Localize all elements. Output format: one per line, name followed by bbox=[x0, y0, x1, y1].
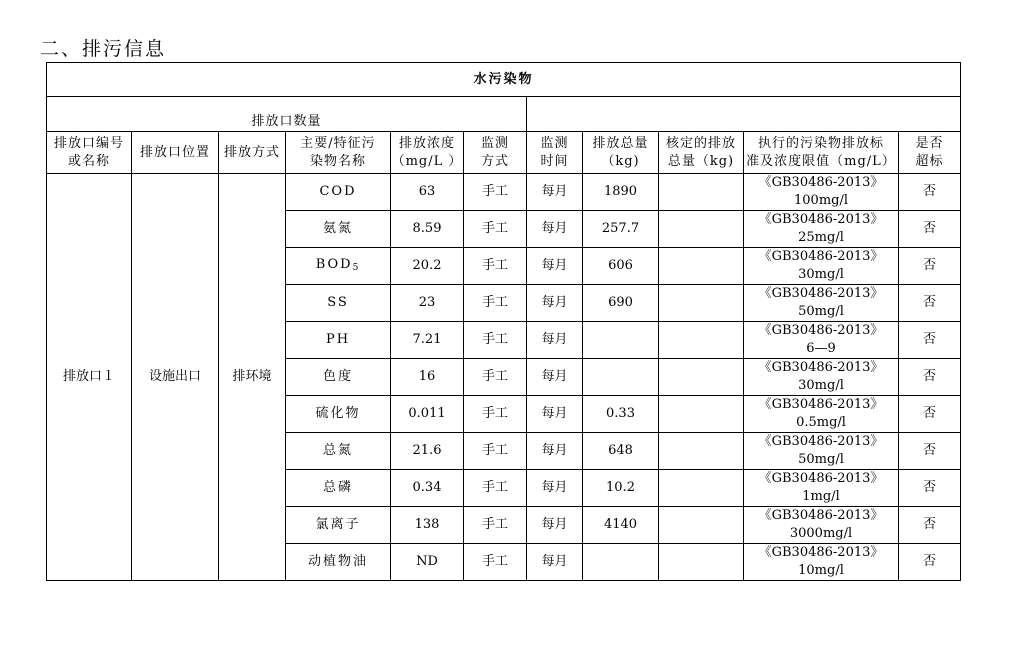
standard-code: 《GB30486-2013》 bbox=[758, 471, 884, 486]
monitor-time-cell: 每月 bbox=[527, 433, 583, 470]
concentration-cell: 0.34 bbox=[391, 470, 464, 507]
pollutant-name: 硫化物 bbox=[315, 406, 361, 421]
total-discharge-cell: 0.33 bbox=[583, 396, 659, 433]
approved-total-cell bbox=[659, 211, 744, 248]
pollutant-name: 色度 bbox=[322, 369, 353, 384]
standard-cell bbox=[744, 211, 899, 248]
concentration-cell: 23 bbox=[391, 285, 464, 322]
standard-limit: 50mg/l bbox=[798, 304, 844, 319]
approved-total-cell bbox=[659, 544, 744, 581]
pollutant-subscript: 5 bbox=[352, 262, 361, 273]
standard-cell bbox=[744, 174, 899, 211]
approved-total-cell bbox=[659, 433, 744, 470]
total-discharge-cell: 1890 bbox=[583, 174, 659, 211]
standard-code: 《GB30486-2013》 bbox=[758, 175, 884, 190]
pollutant-cell bbox=[286, 433, 391, 470]
pollutant-name: COD bbox=[319, 184, 357, 199]
exceeded-cell: 否 bbox=[899, 470, 961, 507]
exceeded-cell: 否 bbox=[899, 174, 961, 211]
concentration-cell: ND bbox=[391, 544, 464, 581]
pollutant-cell bbox=[286, 322, 391, 359]
header-standard: 执行的污染物排放标 准及浓度限值（mg/L） bbox=[744, 132, 899, 174]
monitor-method-cell: 手工 bbox=[464, 507, 527, 544]
monitor-method-cell: 手工 bbox=[464, 359, 527, 396]
pollutant-cell bbox=[286, 359, 391, 396]
monitor-method-cell: 手工 bbox=[464, 248, 527, 285]
pollutant-name: 总磷 bbox=[322, 480, 353, 495]
exceeded-cell: 否 bbox=[899, 322, 961, 359]
exceeded-cell: 否 bbox=[899, 285, 961, 322]
header-concentration: 排放浓度 （mg/L ） bbox=[391, 132, 464, 174]
standard-limit: 25mg/l bbox=[798, 230, 844, 245]
standard-cell bbox=[744, 470, 899, 507]
standard-limit: 0.5mg/l bbox=[796, 415, 846, 430]
header-monitor-method: 监测 方式 bbox=[464, 132, 527, 174]
pollutant-name: 总氮 bbox=[322, 443, 353, 458]
concentration-cell: 7.21 bbox=[391, 322, 464, 359]
standard-limit: 30mg/l bbox=[798, 267, 844, 282]
approved-total-cell bbox=[659, 396, 744, 433]
monitor-time-cell: 每月 bbox=[527, 544, 583, 581]
total-discharge-cell: 648 bbox=[583, 433, 659, 470]
total-discharge-cell bbox=[583, 544, 659, 581]
total-discharge-cell: 4140 bbox=[583, 507, 659, 544]
standard-limit: 6—9 bbox=[806, 341, 836, 356]
monitor-time-cell: 每月 bbox=[527, 359, 583, 396]
standard-cell bbox=[744, 433, 899, 470]
standard-cell bbox=[744, 285, 899, 322]
header-row bbox=[47, 132, 961, 174]
monitor-time-cell: 每月 bbox=[527, 285, 583, 322]
total-discharge-cell bbox=[583, 322, 659, 359]
pollutant-cell bbox=[286, 396, 391, 433]
monitor-method-cell: 手工 bbox=[464, 396, 527, 433]
approved-total-cell bbox=[659, 174, 744, 211]
concentration-cell: 138 bbox=[391, 507, 464, 544]
standard-limit: 100mg/l bbox=[794, 193, 848, 208]
pollutant-name: 动植物油 bbox=[307, 554, 368, 569]
outlet-id-cell: 排放口１ bbox=[47, 174, 132, 581]
monitor-time-cell: 每月 bbox=[527, 470, 583, 507]
exceeded-cell: 否 bbox=[899, 507, 961, 544]
standard-code: 《GB30486-2013》 bbox=[758, 360, 884, 375]
header-total-discharge: 排放总量 （kg) bbox=[583, 132, 659, 174]
approved-total-cell bbox=[659, 322, 744, 359]
standard-code: 《GB30486-2013》 bbox=[758, 508, 884, 523]
monitor-method-cell: 手工 bbox=[464, 285, 527, 322]
concentration-cell: 16 bbox=[391, 359, 464, 396]
pollutant-name: BOD bbox=[315, 256, 353, 272]
monitor-method-cell: 手工 bbox=[464, 174, 527, 211]
table-row bbox=[47, 174, 961, 211]
pollutant-name: SS bbox=[327, 295, 349, 310]
header-discharge-mode: 排放方式 bbox=[219, 132, 286, 174]
exceeded-cell: 否 bbox=[899, 248, 961, 285]
total-discharge-cell: 690 bbox=[583, 285, 659, 322]
pollutant-cell bbox=[286, 507, 391, 544]
exceeded-cell: 否 bbox=[899, 211, 961, 248]
total-discharge-cell: 257.7 bbox=[583, 211, 659, 248]
standard-code: 《GB30486-2013》 bbox=[758, 323, 884, 338]
standard-limit: 50mg/l bbox=[798, 452, 844, 467]
header-exceeded: 是否 超标 bbox=[899, 132, 961, 174]
pollutant-name: PH bbox=[325, 332, 351, 347]
monitor-time-cell: 每月 bbox=[527, 396, 583, 433]
approved-total-cell bbox=[659, 285, 744, 322]
approved-total-cell bbox=[659, 359, 744, 396]
standard-limit: 3000mg/l bbox=[789, 526, 853, 541]
pollutant-cell bbox=[286, 285, 391, 322]
monitor-method-cell: 手工 bbox=[464, 544, 527, 581]
monitor-method-cell: 手工 bbox=[464, 322, 527, 359]
pollutant-cell bbox=[286, 211, 391, 248]
monitor-method-cell: 手工 bbox=[464, 433, 527, 470]
standard-cell bbox=[744, 396, 899, 433]
exceeded-cell: 否 bbox=[899, 396, 961, 433]
approved-total-cell bbox=[659, 470, 744, 507]
monitor-time-cell: 每月 bbox=[527, 248, 583, 285]
total-discharge-cell bbox=[583, 359, 659, 396]
pollutant-cell bbox=[286, 470, 391, 507]
standard-limit: 10mg/l bbox=[798, 563, 844, 578]
exceeded-cell: 否 bbox=[899, 544, 961, 581]
standard-code: 《GB30486-2013》 bbox=[758, 286, 884, 301]
header-approved-total: 核定的排放 总量（kg) bbox=[659, 132, 744, 174]
standard-cell bbox=[744, 359, 899, 396]
approved-total-cell bbox=[659, 248, 744, 285]
standard-code: 《GB30486-2013》 bbox=[758, 397, 884, 412]
pollutant-cell bbox=[286, 248, 391, 285]
discharge-mode-cell: 排环境 bbox=[219, 174, 286, 581]
concentration-cell: 63 bbox=[391, 174, 464, 211]
section-heading: 二、排污信息 bbox=[40, 38, 167, 60]
total-discharge-cell: 10.2 bbox=[583, 470, 659, 507]
pollutant-name: 氨氮 bbox=[322, 221, 353, 236]
concentration-cell: 20.2 bbox=[391, 248, 464, 285]
pollutant-cell bbox=[286, 174, 391, 211]
standard-cell bbox=[744, 248, 899, 285]
standard-cell bbox=[744, 507, 899, 544]
concentration-cell: 21.6 bbox=[391, 433, 464, 470]
concentration-cell: 0.011 bbox=[391, 396, 464, 433]
monitor-method-cell: 手工 bbox=[464, 470, 527, 507]
outlet-count-value bbox=[527, 97, 961, 132]
monitor-time-cell: 每月 bbox=[527, 507, 583, 544]
header-monitor-time: 监测 时间 bbox=[527, 132, 583, 174]
exceeded-cell: 否 bbox=[899, 433, 961, 470]
approved-total-cell bbox=[659, 507, 744, 544]
standard-limit: 30mg/l bbox=[798, 378, 844, 393]
concentration-cell: 8.59 bbox=[391, 211, 464, 248]
outlet-location-cell: 设施出口 bbox=[132, 174, 219, 581]
standard-code: 《GB30486-2013》 bbox=[758, 249, 884, 264]
standard-code: 《GB30486-2013》 bbox=[758, 434, 884, 449]
header-pollutant: 主要/特征污 染物名称 bbox=[286, 132, 391, 174]
exceeded-cell: 否 bbox=[899, 359, 961, 396]
table-title: 水污染物 bbox=[47, 63, 961, 97]
standard-code: 《GB30486-2013》 bbox=[758, 545, 884, 560]
outlet-count-label: 排放口数量 bbox=[47, 97, 527, 132]
standard-limit: 1mg/l bbox=[802, 489, 840, 504]
standard-code: 《GB30486-2013》 bbox=[758, 212, 884, 227]
monitor-time-cell: 每月 bbox=[527, 211, 583, 248]
standard-cell bbox=[744, 322, 899, 359]
total-discharge-cell: 606 bbox=[583, 248, 659, 285]
pollutant-cell bbox=[286, 544, 391, 581]
pollutant-name: 氯离子 bbox=[315, 517, 361, 532]
monitor-time-cell: 每月 bbox=[527, 322, 583, 359]
header-outlet-id: 排放口编号 或名称 bbox=[47, 132, 132, 174]
water-pollutant-table bbox=[46, 62, 961, 581]
monitor-method-cell: 手工 bbox=[464, 211, 527, 248]
standard-cell bbox=[744, 544, 899, 581]
monitor-time-cell: 每月 bbox=[527, 174, 583, 211]
header-outlet-location: 排放口位置 bbox=[132, 132, 219, 174]
